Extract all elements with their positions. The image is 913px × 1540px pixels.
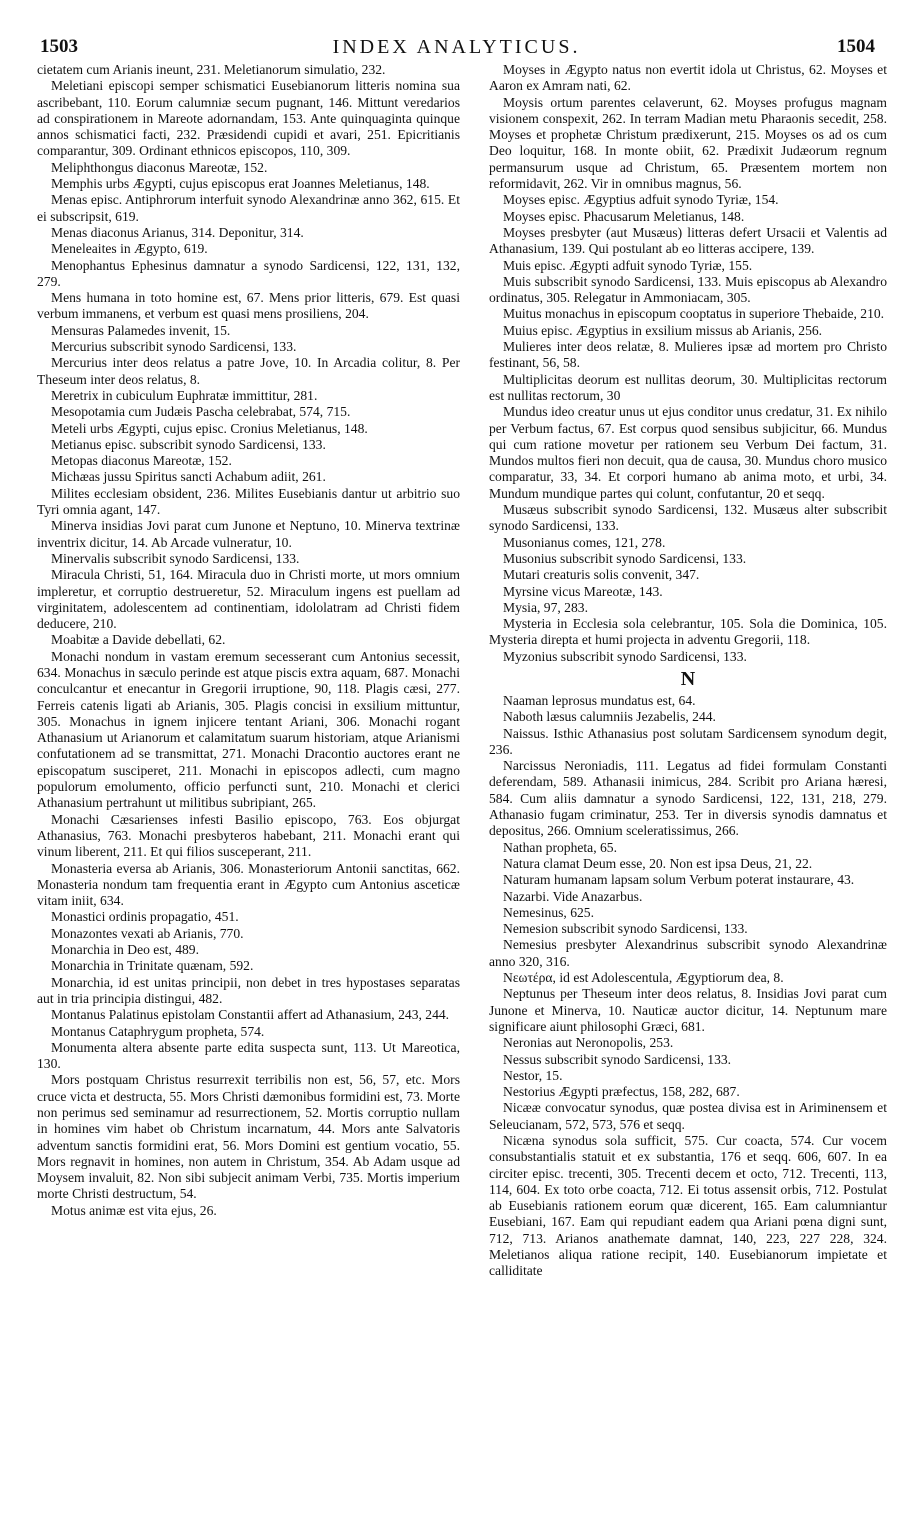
index-entry: Monarchia in Trinitate quænam, 592. — [51, 958, 254, 974]
index-entry: Mens humana in toto homine est, 67. Mens prior litteris, 679. Est quasi verbum immanens, et verbum est quasi mens prosiliens, 204. — [37, 290, 460, 322]
index-entry: Moyses episc. Phacusarum Meletianus, 148. — [503, 208, 745, 224]
index-entry: Meletiani episcopi semper schismatici Eusebianorum litteris nomina sua ascribebant, 110. Eorum calumniæ secum pugnant, 146. Mittunt veredarios ad conspirationem in Mareote adornandam, 153. Ante quinquaginta quinque annos schismatici facti, 232. Præsidendi cupidi et avari, 251. Epicritianis comparantur, 309. Ordinant ethnicos episcopos, 110, 309. — [37, 78, 460, 159]
index-entry: Monumenta altera absente parte edita suspecta sunt, 113. Ut Mareotica, 130. — [37, 1039, 460, 1072]
index-entry: Mysia, 97, 283. — [503, 599, 588, 615]
index-entry: Moyses presbyter (aut Musæus) litteras defert Ursacii et Valentis ad Athanasium, 139. Qui postulant ab eo litteras accipere, 139. — [489, 224, 887, 257]
index-entry: Metopas diaconus Mareotæ, 152. — [51, 453, 232, 469]
index-entry: Muius episc. Ægyptius in exsilium missus ab Arianis, 256. — [503, 322, 823, 338]
index-entry: Naturam humanam lapsam solum Verbum poterat instaurare, 43. — [503, 872, 855, 888]
index-entry: Monasteria eversa ab Arianis, 306. Monasteriorum Antonii sanctitas, 662. Monasteria nondum tam frequentia erant in Ægypto cum Antonius asceticæ vitam iniit, 634. — [37, 860, 460, 909]
index-entry: Monachi Cæsarienses infesti Basilio episcopo, 763. Eos objurgat Athanasius, 763. Monachi presbyteros habebant, 211. Monachi erant qui vinum liberent, 211. Et qui filios susceperant, 211. — [37, 811, 460, 860]
index-entry: Moyses in Ægypto natus non evertit idola ut Christus, 62. Moyses et Aaron ex Amram nati, 62. — [489, 62, 887, 94]
index-entry: Monachi nondum in vastam eremum secesserant cum Antonius secessit, 634. Monachus in sæculo perinde est atque piscis extra aquam, 687. Monachi conculcantur et enecantur in Gregorii irruptione, 90, 118. Plagis cæsi, 277. Ferreis catenis ligati ab Arianis, 305. Plagis concisi in exsilium mittuntur, 305. Monachus in ignem injicere tentant Ariani, 306. Monachi rogant Athanasium ut Arianorum et calamitatum suarum historiam, atque Arianismi confutationem ad se transmittat, 271. Monachi Dracontio auctores erant ne episcopatum susciperet, 211. Monachi in episcopos adlecti, cum magno populorum emolumento, officio perfuncti sunt, 210. Monachi et clerici Athanasium pertrahunt ut militibus subripiant, 265. — [37, 648, 460, 811]
index-entry: Milites ecclesiam obsident, 236. Milites Eusebianis dantur ut arbitrio suo Tyri omnia agant, 147. — [37, 485, 460, 518]
index-entry: Minervalis subscribit synodo Sardicensi, 133. — [51, 550, 300, 566]
index-entry: Multiplicitas deorum est nullitas deorum, 30. Multiplicitas rectorum est nullitas rectorum, 30 — [489, 371, 887, 403]
index-entry: Motus animæ est vita ejus, 26. — [51, 1202, 217, 1218]
index-entry: Montanus Cataphrygum propheta, 574. — [51, 1023, 265, 1039]
index-entry: Minerva insidias Jovi parat cum Junone et Neptuno, 10. Minerva textrinæ inventrix dicitur, 14. Ab Arcade vulneratur, 10. — [37, 518, 460, 550]
index-entry: Meliphthongus diaconus Mareotæ, 152. — [51, 159, 268, 175]
index-entry: Nathan propheta, 65. — [503, 839, 618, 855]
index-entry: Menophantus Ephesinus damnatur a synodo Sardicensi, 122, 131, 132, 279. — [37, 257, 460, 289]
index-entry: Nemesius presbyter Alexandrinus subscribit synodo Alexandrinæ anno 320, 316. — [489, 937, 887, 969]
index-entry: Memphis urbs Ægypti, cujus episcopus erat Joannes Meletianus, 148. — [51, 176, 430, 192]
index-entry: Mors postquam Christus resurrexit terribilis non est, 56, 57, etc. Mors cruce victa et destructa, 55. Mors Christi dæmonibus formidini est, 73. Morte non perimus sed seminamur ad resurrectionem, 52. Mortis corruptio nullam in homines vim habet ob Christum incarnatum, 44. Mors ante Salvatoris adventum sanctis formidini erat, 56. Mors Domini est gentium vocatio, 55. Mors regnavit in homines, non autem in Christum, 354. Ab Adam usque ad Moysem invaluit, 82. Non sibi subjecit animam Verbi, 735. Mortis imperium morte Christi destructum, 54. — [37, 1072, 460, 1202]
index-entry: Metianus episc. subscribit synodo Sardicensi, 133. — [51, 436, 326, 452]
index-entry: Monarchia in Deo est, 489. — [51, 942, 199, 958]
index-entry: Mundus ideo creatur unus ut ejus conditor unus credatur, 31. Ex nihilo per Verbum factus, 67. Est corpus quod sensibus subjicitur, 66. Mundus qui cum ratione movetur per rationem seu Verbum Dei factum, 31. Mundos multos fieri non decuit, qua de causa, 30. Mundus choro musico comparatur, 33, 34. Et corpori humano ab anima moto, et urbi, 34. Mundum mundique partes qui colunt, confutantur, 20 et seqq. — [489, 404, 887, 501]
section-letter: N — [680, 667, 696, 690]
page-number-left: 1503 — [40, 36, 78, 57]
index-entry: Natura clamat Deum esse, 20. Non est ipsa Deus, 21, 22. — [503, 855, 813, 871]
index-entry: Nestorius Ægypti præfectus, 158, 282, 687. — [503, 1084, 740, 1100]
index-entry: Myrsine vicus Mareotæ, 143. — [503, 583, 663, 599]
index-entry: Mesopotamia cum Judæis Pascha celebrabat, 574, 715. — [51, 404, 351, 420]
index-entry: Menas episc. Antiphrorum interfuit synodo Alexandrinæ anno 362, 615. Et ei subscripsit, 619. — [37, 192, 460, 224]
index-entry: Meneleaites in Ægypto, 619. — [51, 241, 208, 257]
index-entry: cietatem cum Arianis ineunt, 231. Meletianorum simulatio, 232. — [37, 62, 386, 77]
index-entry: Muitus monachus in episcopum cooptatus in superiore Thebaide, 210. — [503, 306, 885, 322]
index-entry: Νεωτέρα, id est Adolescentula, Ægyptiorum dea, 8. — [503, 970, 784, 986]
index-entry: Muis episc. Ægypti adfuit synodo Tyriæ, 155. — [503, 257, 753, 273]
index-entry: Mulieres inter deos relatæ, 8. Mulieres ipsæ ad mortem pro Christo festinant, 56, 58. — [489, 339, 887, 371]
index-entry: Naaman leprosus mundatus est, 64. — [503, 692, 696, 708]
index-entry: Menas diaconus Arianus, 314. Deponitur, 314. — [51, 224, 304, 240]
index-entry: Montanus Palatinus epistolam Constantii affert ad Athanasium, 243, 244. — [51, 1007, 450, 1023]
index-entry: Musonius subscribit synodo Sardicensi, 133. — [503, 550, 747, 566]
index-entry: Miracula Christi, 51, 164. Miracula duo in Christi morte, ut mors omnium impleretur, et corruptio destrueretur, 52. Miraculum ingens est puellam ad virginitatem, adolescentem ad continentiam, idololatram ad Christi fidem deducere, 210. — [37, 567, 460, 632]
index-entry: Muis subscribit synodo Sardicensi, 133. Muis episcopus ab Alexandro ordinatus, 305. Relegatur in Ammoniacam, 305. — [489, 273, 887, 306]
index-entry: Neptunus per Theseum inter deos relatus, 8. Insidias Jovi parat cum Junone et Minerva, 10. Nauticæ auctor dicitur, 14. Neptunum mare significare aiunt philosophi Græci, 681. — [489, 986, 887, 1034]
index-entry: Meteli urbs Ægypti, cujus episc. Cronius Meletianus, 148. — [51, 420, 368, 436]
index-entry: Mercurius subscribit synodo Sardicensi, 133. — [51, 339, 297, 355]
index-entry: Nemesion subscribit synodo Sardicensi, 133. — [503, 921, 748, 937]
index-entry: Monastici ordinis propagatio, 451. — [51, 909, 239, 925]
page-header — [30, 30, 883, 60]
index-entry: Naboth læsus calumniis Jezabelis, 244. — [503, 709, 716, 725]
index-entry: Monarchia, id est unitas principii, non debet in tres hypostases separatas aut in tria principia distingui, 482. — [37, 974, 460, 1006]
index-entry: Moabitæ a Davide debellati, 62. — [51, 632, 226, 648]
index-entry: Neronias aut Neronopolis, 253. — [503, 1035, 674, 1051]
index-entry: Nestor, 15. — [503, 1067, 563, 1083]
index-entry: Myzonius subscribit synodo Sardicensi, 133. — [503, 648, 747, 664]
index-entry: Mensuras Palamedes invenit, 15. — [51, 322, 231, 338]
index-entry: Mysteria in Ecclesia sola celebrantur, 105. Sola die Dominica, 105. Mysteria direpta et humi projecta in adventu Gregorii, 118. — [489, 616, 887, 648]
right-column — [489, 62, 887, 1280]
index-entry: Musonianus comes, 121, 278. — [503, 534, 666, 550]
index-entry: Nessus subscribit synodo Sardicensi, 133. — [503, 1051, 732, 1067]
index-entry: Naissus. Isthic Athanasius post solutam Sardicensem synodum degit, 236. — [489, 725, 887, 757]
index-entry: Mercurius inter deos relatus a patre Jove, 10. In Arcadia colitur, 8. Per Theseum inter deos relatus, 8. — [37, 355, 460, 387]
index-entry: Michæas jussu Spiritus sancti Achabum adiit, 261. — [51, 469, 326, 485]
index-entry: Nicææ convocatur synodus, quæ postea divisa est in Ariminensem et Seleucianam, 572, 573, 576 et seqq. — [489, 1100, 887, 1132]
index-entry: Moyses episc. Ægyptius adfuit synodo Tyriæ, 154. — [503, 192, 779, 208]
index-entry: Monazontes vexati ab Arianis, 770. — [51, 925, 244, 941]
page-title: INDEX ANALYTICUS. — [332, 36, 581, 58]
index-entry: Meretrix in cubiculum Euphratæ immittitur, 281. — [51, 387, 318, 403]
left-column — [37, 62, 460, 1219]
index-entry: Nazarbi. Vide Anazarbus. — [503, 888, 643, 904]
index-entry: Narcissus Neroniadis, 111. Legatus ad fidei formulam Constanti deferendam, 589. Athanasii inimicus, 284. Scribit pro Ariana hæresi, 584. Cum aliis damnatur a synodo Sardicensi, 122, 131, 218, 279. Athanasio fugam criminatur, 253. Ter in diversis synodis damnatus et depositus, 266. Omnium sceleratissimus, 266. — [489, 758, 887, 839]
index-entry: Nemesinus, 625. — [503, 904, 594, 920]
page-number-right: 1504 — [837, 36, 875, 57]
index-entry: Musæus subscribit synodo Sardicensi, 132. Musæus alter subscribit synodo Sardicensi, 133. — [489, 502, 887, 534]
index-entry: Moysis ortum parentes celaverunt, 62. Moyses profugus magnam visionem conspexit, 262. In terram Madian metu Pharaonis secedit, 258. Moyses et prophetæ Christum prædixerunt, 215. Moyses os ad os cum Deo loquitur, 168. In monte obiit, 62. Prædixit Judæorum regnum permansurum usque ad Christum, 65. Præsentem mortem non reformidavit, 262. Vir in omnibus magnus, 56. — [489, 94, 887, 192]
index-entry: Mutari creaturis solis convenit, 347. — [503, 567, 700, 583]
index-entry: Nicæna synodus sola sufficit, 575. Cur coacta, 574. Cur vocem consubstantialis statuit et ex substantia, 176 et seqq. 606, 607. In ea circiter episc. trecenti, 305. Trecenti decem et octo, 712. Trecenti, 113, 114, 604. Ex toto orbe coacta, 712. Ei totus assensit orbis, 712. Postulat ab Eusebianis rationem eorum quæ dicerent, 165. Eam calumniantur Eusebiani, 167. Eam qui repudiant eadem qua Ariani pœna digni sunt, 712, 713. Arianos anathemate damnat, 140, 223, 227 228, 324. Meletianos aliqua ratione recipit, 140. Eusebianorum impietate et calliditate — [489, 1133, 887, 1279]
